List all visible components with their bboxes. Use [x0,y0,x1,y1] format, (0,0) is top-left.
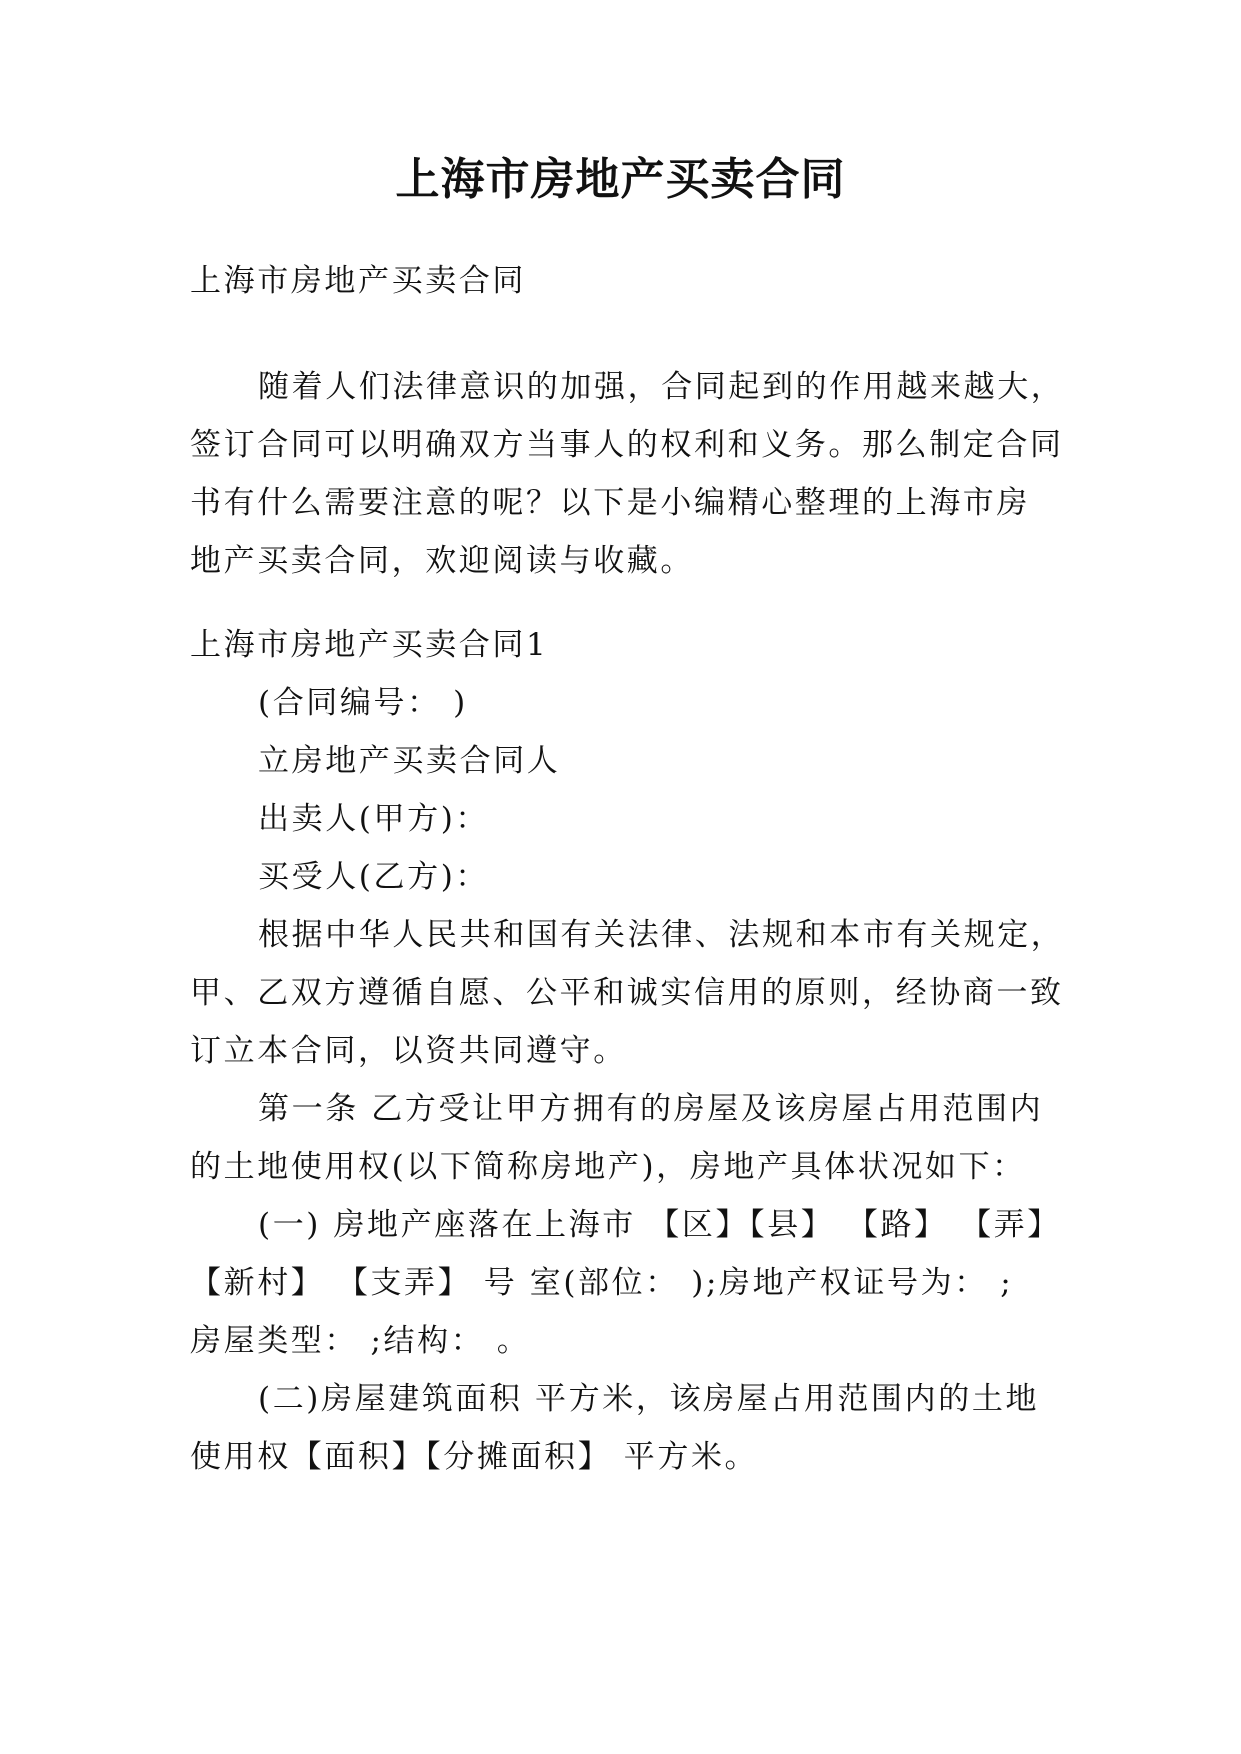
intro-line: 地产买卖合同，欢迎阅读与收藏。 [190,543,694,579]
article-1-line: 第一条 乙方受让甲方拥有的房屋及该房屋占用范围内 [258,1091,1044,1127]
clause-1-line: 房屋类型： ;结构： 。 [190,1323,531,1359]
clause-2-line: 使用权【面积】【分摊面积】 平方米。 [190,1439,759,1475]
seller-line: 出卖人(甲方)： [258,801,489,837]
document-title: 上海市房地产买卖合同 [395,154,846,205]
preamble-line: 根据中华人民共和国有关法律、法规和本市有关规定， [258,917,1065,953]
intro-line: 签订合同可以明确双方当事人的权利和义务。那么制定合同 [190,427,1064,463]
contract-number-line: (合同编号： ) [258,685,468,721]
clause-2-line: (二)房屋建筑面积 平方米，该房屋占用范围内的土地 [258,1381,1040,1417]
intro-line: 随着人们法律意识的加强，合同起到的作用越来越大， [258,369,1065,405]
section-heading: 上海市房地产买卖合同1 [190,627,549,663]
clause-1-line: 【新村】 【支弄】 号 室(部位： );房地产权证号为： ; [190,1265,1014,1301]
document-subtitle [190,252,1090,310]
contract-section [190,616,1090,1486]
article-1-line: 的土地使用权(以下简称房地产)，房地产具体状况如下： [190,1149,1026,1185]
parties-heading-line: 立房地产买卖合同人 [258,743,561,779]
preamble-line: 甲、乙双方遵循自愿、公平和诚实信用的原则，经协商一致 [190,975,1064,1011]
subtitle-line: 上海市房地产买卖合同 [190,263,526,299]
buyer-line: 买受人(乙方)： [258,859,489,895]
preamble-line: 订立本合同，以资共同遵守。 [190,1033,627,1069]
clause-1-line: (一) 房地产座落在上海市 【区】【县】 【路】 【弄】 [258,1207,1061,1243]
intro-line: 书有什么需要注意的呢？以下是小编精心整理的上海市房 [190,485,1030,521]
intro-paragraph [190,358,1090,590]
